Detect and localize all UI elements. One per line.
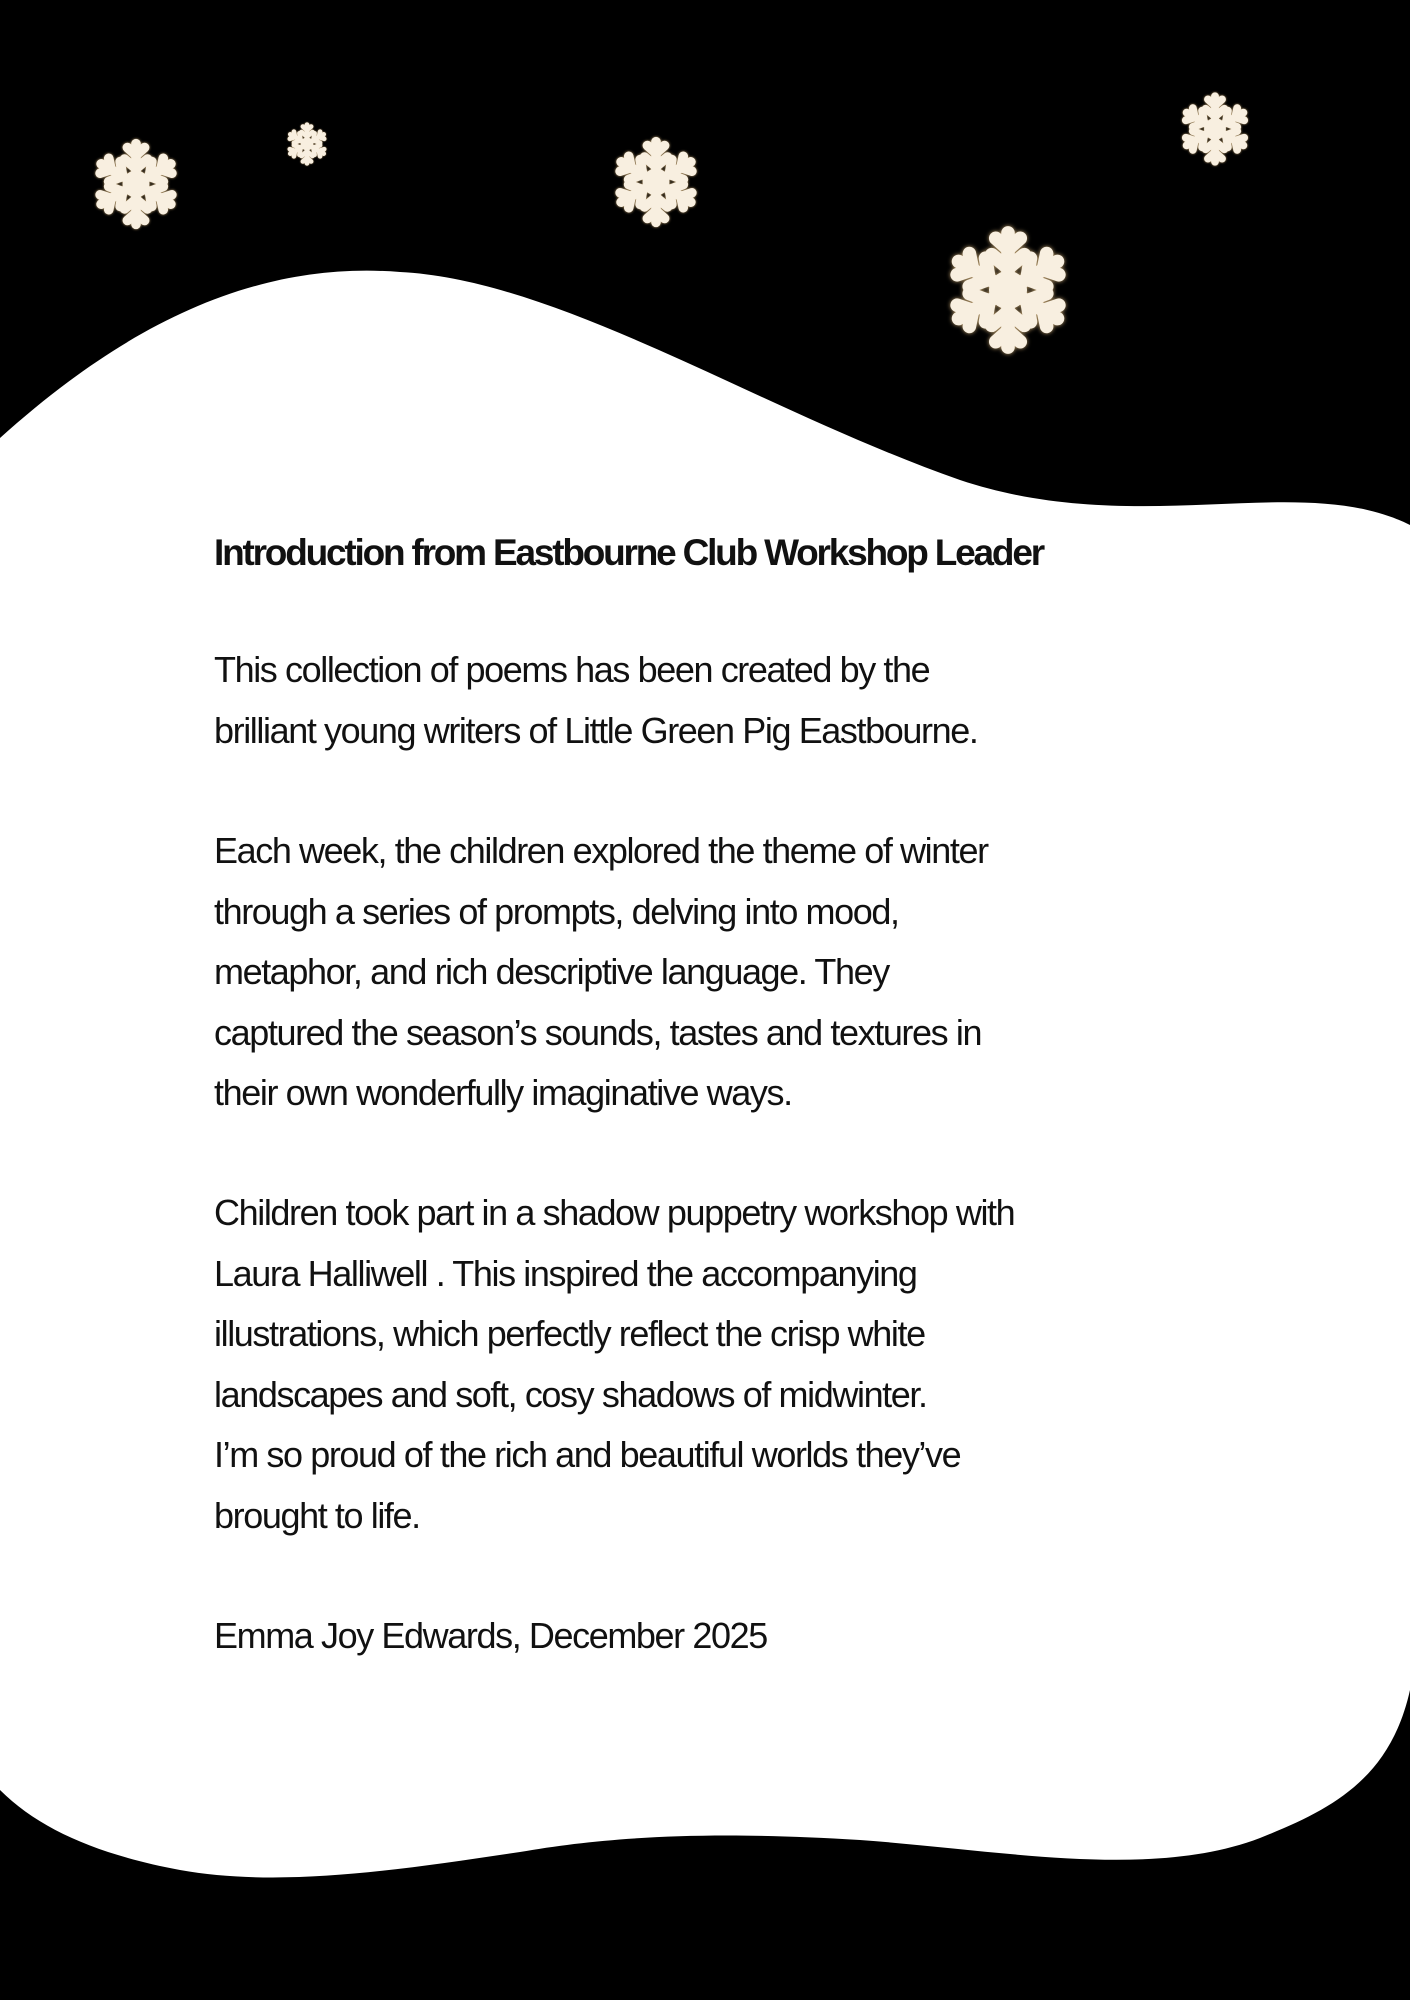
snowflake-icon <box>88 136 184 232</box>
paragraph-line: Children took part in a shadow puppetry workshop with <box>214 1192 1015 1233</box>
paragraph-line: brilliant young writers of Little Green Pig Eastbourne. <box>214 709 978 751</box>
paragraph-line: landscapes and soft, cosy shadows of midwinter. <box>214 1373 927 1415</box>
paragraph-winter-theme <box>214 821 988 1124</box>
paragraph-line: illustrations, which perfectly reflect the crisp white <box>214 1313 925 1354</box>
paragraph-line: This collection of poems has been created by the <box>214 649 930 690</box>
paragraph-line: Laura Halliwell . This inspired the accompanying <box>214 1252 917 1294</box>
snowflake-icon <box>608 134 704 230</box>
signature: Emma Joy Edwards, December 2025 <box>214 1615 767 1656</box>
introduction-heading: Introduction from Eastbourne Club Workshop Leader <box>214 532 1043 573</box>
paragraph-line: captured the season’s sounds, tastes and textures in <box>214 1011 982 1053</box>
snowflake-icon <box>1176 86 1254 172</box>
paragraph-line: through a series of prompts, delving into mood, <box>214 890 899 932</box>
snowflake-icon <box>284 121 330 167</box>
paragraph-line: brought to life. <box>214 1494 420 1536</box>
snowflake-icon <box>940 222 1076 358</box>
paragraph-line: metaphor, and rich descriptive language. They <box>214 951 889 992</box>
paragraph-collection <box>214 640 977 761</box>
paragraph-shadow-puppetry <box>214 1183 1014 1546</box>
paragraph-line: Each week, the children explored the theme of winter <box>214 830 988 871</box>
paragraph-line: their own wonderfully imaginative ways. <box>214 1072 792 1113</box>
paragraph-line: I’m so proud of the rich and beautiful worlds they’ve <box>214 1434 961 1475</box>
